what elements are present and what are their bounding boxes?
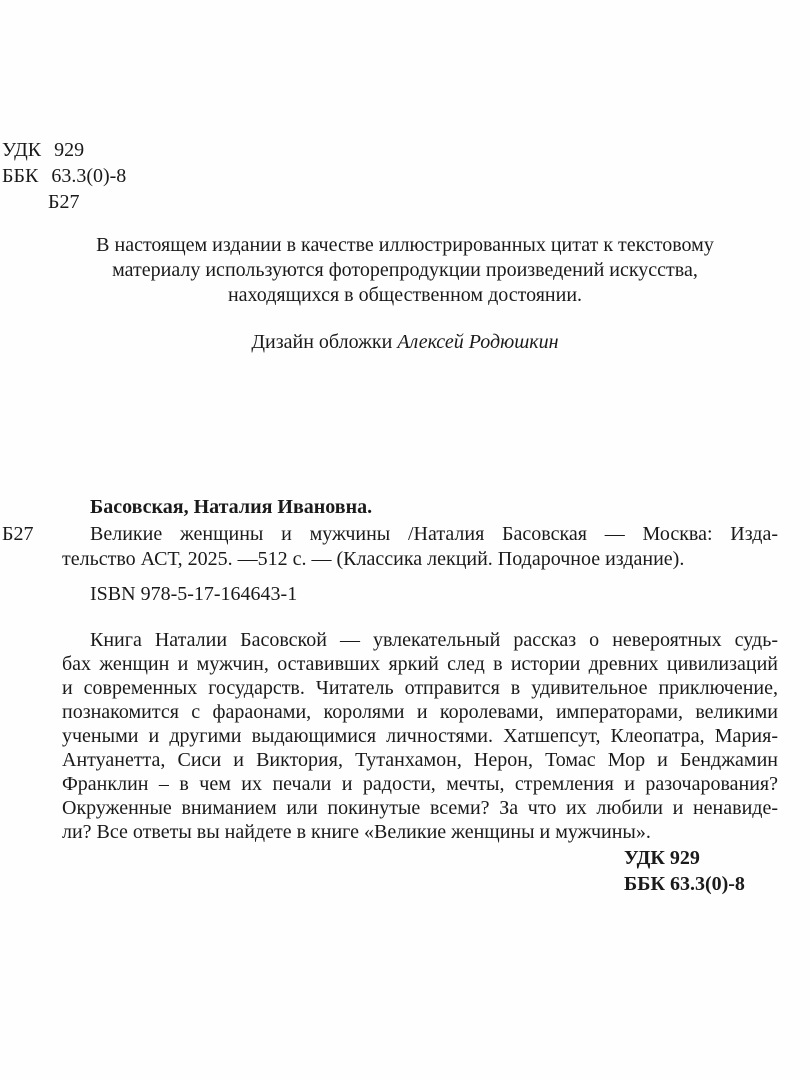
annotation-line: и современных государств. Читатель отправится в удивительное приключение, [62, 677, 778, 699]
notice-line: материалу используются фоторепродукции произведений искусства, [112, 259, 698, 281]
book-author: Басовская, Наталия Ивановна. [90, 496, 373, 518]
annotation-line: познакомится с фараонами, королями и королевами, императорами, великими [62, 701, 778, 723]
annotation-line: учеными и другими выдающимися личностями. Хатшепсут, Клеопатра, Мария- [62, 725, 778, 747]
bbk-bottom: ББК 63.3(0)-8 [624, 873, 745, 895]
annotation-line: Франклин – в чем их печали и радости, мечты, стремления и разочарования? [62, 773, 778, 795]
udk-top [2, 138, 84, 162]
udk-label: УДК [2, 139, 42, 161]
annotation-line: Книга Наталии Басовской — увлекательный рассказ о невероятных судь- [90, 629, 778, 651]
bbk-value: 63.3(0)-8 [51, 165, 127, 187]
bibliographic-line: тельство АСТ, 2025. —512 с. — (Классика лекций. Подарочное издание). [62, 548, 685, 570]
annotation-line: бах женщин и мужчин, оставивших яркий след в истории древних цивилизаций [62, 653, 778, 675]
bbk-top [2, 164, 126, 188]
udk-bottom: УДК 929 [624, 847, 700, 869]
notice-line: В настоящем издании в качестве иллюстрированных цитат к текстовому [96, 234, 714, 256]
annotation-line: Антуанетта, Сиси и Виктория, Тутанхамон, Нерон, Томас Мор и Бенджамин [62, 749, 778, 771]
notice-line: находящихся в общественном достоянии. [227, 284, 583, 306]
bbk-label: ББК [2, 165, 39, 187]
cover-design-label: Дизайн обложки [251, 331, 398, 353]
isbn: ISBN 978-5-17-164643-1 [90, 583, 298, 605]
annotation-line: Окруженные вниманием или покинутые всеми? За что их любили и ненавиде- [62, 797, 778, 819]
udk-value: 929 [54, 139, 85, 161]
author-mark-top: Б27 [48, 191, 80, 213]
cover-designer-name: Алексей Родюшкин [397, 331, 559, 353]
bibliographic-line: Великие женщины и мужчины /Наталия Басовская — Москва: Изда- [90, 523, 778, 545]
author-mark: Б27 [2, 523, 34, 545]
annotation-line: ли? Все ответы вы найдете в книге «Великие женщины и мужчины». [62, 821, 651, 843]
cover-design-credit [0, 330, 810, 354]
